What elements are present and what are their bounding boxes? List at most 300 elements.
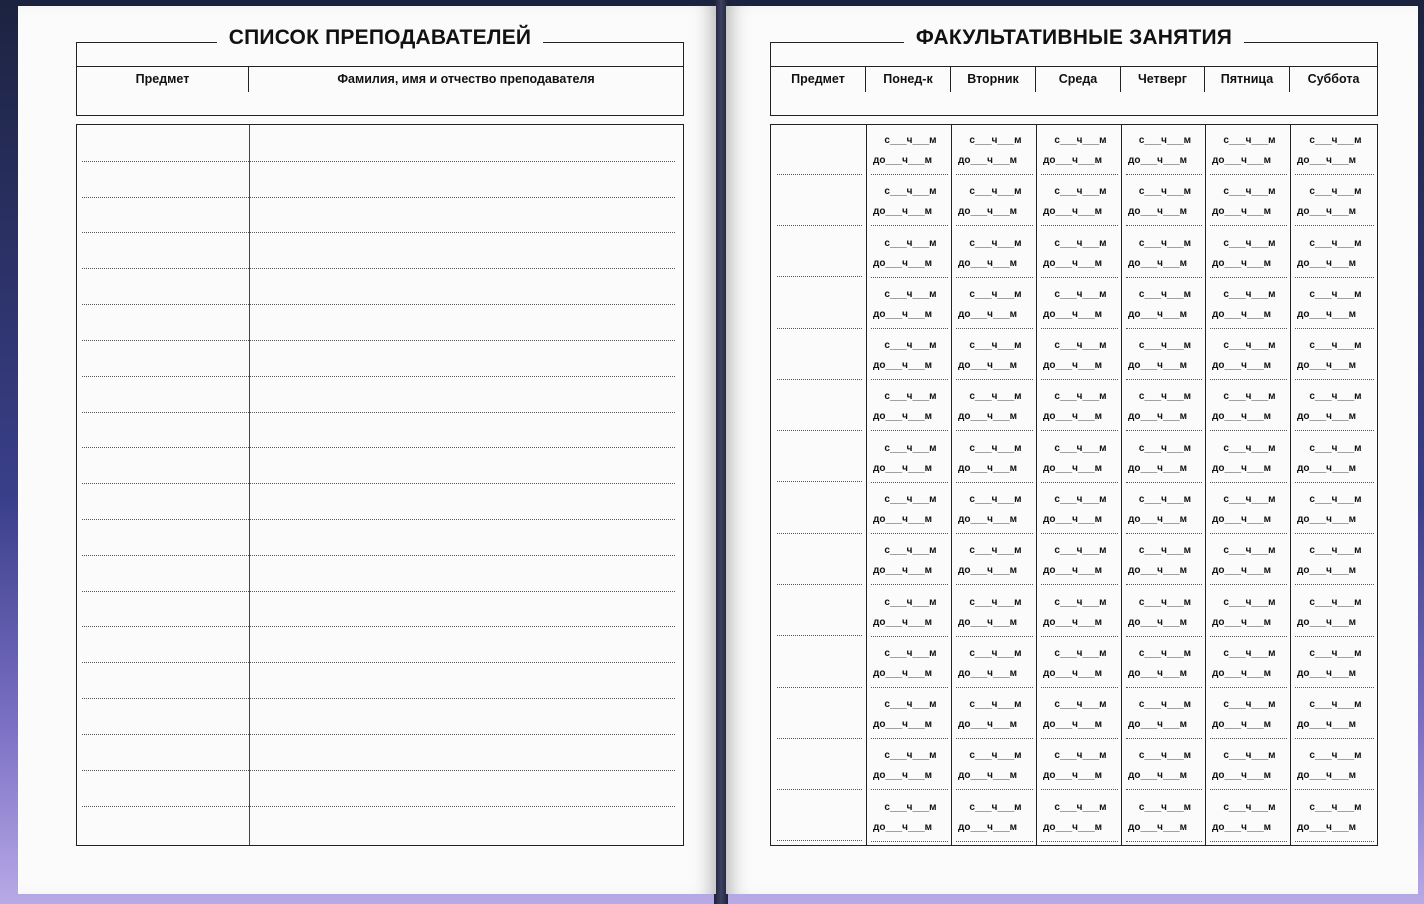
time-from[interactable]: с___ч___м	[1054, 802, 1107, 813]
time-to[interactable]: до___ч___м	[1128, 463, 1188, 474]
writing-line[interactable]	[82, 340, 675, 341]
day-column	[1205, 125, 1291, 845]
time-to[interactable]: до___ч___м	[1128, 258, 1188, 269]
time-to[interactable]: до___ч___м	[1212, 463, 1272, 474]
time-from[interactable]: с___ч___м	[969, 545, 1022, 556]
time-from[interactable]: с___ч___м	[884, 186, 937, 197]
time-slot[interactable]	[1291, 433, 1378, 484]
time-slot[interactable]	[1291, 176, 1378, 227]
time-to[interactable]: до___ч___м	[958, 719, 1018, 730]
time-to[interactable]: до___ч___м	[873, 463, 933, 474]
time-slot[interactable]	[1037, 279, 1122, 330]
time-from[interactable]: с___ч___м	[1223, 135, 1276, 146]
time-to[interactable]: до___ч___м	[1043, 360, 1103, 371]
time-to[interactable]: до___ч___м	[1212, 258, 1272, 269]
time-to[interactable]: до___ч___м	[1297, 360, 1357, 371]
time-from[interactable]: с___ч___м	[1054, 186, 1107, 197]
time-slot[interactable]	[1122, 228, 1206, 279]
time-to[interactable]: до___ч___м	[958, 258, 1018, 269]
time-slot[interactable]	[952, 638, 1037, 689]
time-slot[interactable]	[1037, 176, 1122, 227]
time-from[interactable]: с___ч___м	[1138, 802, 1192, 813]
time-to[interactable]: до___ч___м	[1212, 155, 1272, 166]
writing-line[interactable]	[82, 770, 675, 771]
writing-line[interactable]	[82, 447, 675, 448]
time-from[interactable]: с___ч___м	[969, 391, 1022, 402]
time-to[interactable]: до___ч___м	[958, 668, 1018, 679]
time-from[interactable]: с___ч___м	[1138, 494, 1192, 505]
time-slot[interactable]	[1291, 689, 1378, 740]
time-slot[interactable]	[952, 689, 1037, 740]
time-from[interactable]: с___ч___м	[1138, 238, 1192, 249]
time-from[interactable]: с___ч___м	[1054, 750, 1107, 761]
time-from[interactable]: с___ч___м	[969, 699, 1022, 710]
time-to[interactable]: до___ч___м	[1212, 668, 1272, 679]
time-from[interactable]: с___ч___м	[969, 238, 1022, 249]
time-from[interactable]: с___ч___м	[1138, 186, 1192, 197]
time-slot[interactable]	[1122, 587, 1206, 638]
time-slot[interactable]	[1206, 228, 1291, 279]
time-slot[interactable]	[1122, 740, 1206, 791]
time-slot[interactable]	[1291, 535, 1378, 586]
time-to[interactable]: до___ч___м	[873, 770, 933, 781]
time-slot[interactable]	[1291, 228, 1378, 279]
time-to[interactable]: до___ч___м	[1297, 617, 1357, 628]
writing-line[interactable]	[82, 483, 675, 484]
time-slot[interactable]	[1206, 535, 1291, 586]
time-to[interactable]: до___ч___м	[958, 463, 1018, 474]
time-to[interactable]: до___ч___м	[1297, 411, 1357, 422]
electives-title: ФАКУЛЬТАТИВНЫЕ ЗАНЯТИЯ	[771, 26, 1377, 50]
time-slot[interactable]	[952, 587, 1037, 638]
time-from[interactable]: с___ч___м	[884, 545, 937, 556]
subject-line[interactable]	[777, 584, 862, 585]
time-from[interactable]: с___ч___м	[1138, 545, 1192, 556]
time-to[interactable]: до___ч___м	[1212, 719, 1272, 730]
time-from[interactable]: с___ч___м	[1054, 289, 1107, 300]
time-slot[interactable]	[1291, 740, 1378, 791]
time-slot[interactable]	[867, 638, 952, 689]
time-from[interactable]: с___ч___м	[1054, 135, 1107, 146]
time-from[interactable]: с___ч___м	[1138, 340, 1192, 351]
time-from[interactable]: с___ч___м	[1054, 340, 1107, 351]
time-from[interactable]: с___ч___м	[1309, 443, 1362, 454]
time-slot[interactable]	[867, 792, 952, 843]
time-to[interactable]: до___ч___м	[958, 617, 1018, 628]
time-slot[interactable]	[1206, 587, 1291, 638]
time-to[interactable]: до___ч___м	[1212, 770, 1272, 781]
time-from[interactable]: с___ч___м	[1223, 289, 1276, 300]
time-from[interactable]: с___ч___м	[969, 494, 1022, 505]
time-to[interactable]: до___ч___м	[873, 360, 933, 371]
writing-line[interactable]	[82, 268, 675, 269]
time-from[interactable]: с___ч___м	[1054, 648, 1107, 659]
time-to[interactable]: до___ч___м	[1212, 565, 1272, 576]
time-to[interactable]: до___ч___м	[1212, 411, 1272, 422]
time-slot[interactable]	[1122, 484, 1206, 535]
writing-line[interactable]	[82, 591, 675, 592]
time-slot[interactable]	[1037, 689, 1122, 740]
time-to[interactable]: до___ч___м	[1297, 463, 1357, 474]
time-to[interactable]: до___ч___м	[873, 206, 933, 217]
time-from[interactable]: с___ч___м	[1054, 238, 1107, 249]
time-to[interactable]: до___ч___м	[958, 155, 1018, 166]
time-to[interactable]: до___ч___м	[1297, 565, 1357, 576]
time-slot[interactable]	[1291, 587, 1378, 638]
time-from[interactable]: с___ч___м	[1309, 186, 1362, 197]
time-to[interactable]: до___ч___м	[1043, 206, 1103, 217]
time-slot[interactable]	[1037, 330, 1122, 381]
time-to[interactable]: до___ч___м	[873, 309, 933, 320]
time-from[interactable]: с___ч___м	[969, 443, 1022, 454]
time-slot[interactable]	[1291, 638, 1378, 689]
time-slot[interactable]	[1122, 176, 1206, 227]
time-to[interactable]: до___ч___м	[958, 822, 1018, 833]
time-from[interactable]: с___ч___м	[1309, 750, 1362, 761]
time-to[interactable]: до___ч___м	[1043, 514, 1103, 525]
time-from[interactable]: с___ч___м	[1054, 443, 1107, 454]
time-from[interactable]: с___ч___м	[1309, 699, 1362, 710]
time-from[interactable]: с___ч___м	[1223, 494, 1276, 505]
day-column	[1121, 125, 1206, 845]
time-to[interactable]: до___ч___м	[1212, 822, 1272, 833]
time-to[interactable]: до___ч___м	[1128, 514, 1188, 525]
time-slot[interactable]	[952, 433, 1037, 484]
time-slot[interactable]	[1037, 228, 1122, 279]
time-to[interactable]: до___ч___м	[958, 770, 1018, 781]
time-from[interactable]: с___ч___м	[884, 391, 937, 402]
time-from[interactable]: с___ч___м	[969, 648, 1022, 659]
time-to[interactable]: до___ч___м	[1043, 770, 1103, 781]
writing-line[interactable]	[82, 161, 675, 162]
time-to[interactable]: до___ч___м	[1043, 668, 1103, 679]
time-slot[interactable]	[952, 792, 1037, 843]
time-to[interactable]: до___ч___м	[958, 360, 1018, 371]
time-from[interactable]: с___ч___м	[1138, 391, 1192, 402]
time-slot[interactable]	[867, 279, 952, 330]
subject-line[interactable]	[777, 635, 862, 636]
writing-line[interactable]	[82, 806, 675, 807]
time-slot[interactable]	[867, 228, 952, 279]
time-from[interactable]: с___ч___м	[884, 238, 937, 249]
writing-line[interactable]	[82, 376, 675, 377]
time-from[interactable]: с___ч___м	[1138, 750, 1192, 761]
time-slot[interactable]	[952, 228, 1037, 279]
time-from[interactable]: с___ч___м	[1309, 648, 1362, 659]
time-slot[interactable]	[1037, 740, 1122, 791]
time-to[interactable]: до___ч___м	[1212, 514, 1272, 525]
time-to[interactable]: до___ч___м	[873, 822, 933, 833]
subject-line[interactable]	[777, 789, 862, 790]
time-slot[interactable]	[952, 176, 1037, 227]
time-from[interactable]: с___ч___м	[969, 802, 1022, 813]
time-to[interactable]: до___ч___м	[1297, 258, 1357, 269]
writing-line[interactable]	[82, 734, 675, 735]
time-to[interactable]: до___ч___м	[958, 514, 1018, 525]
time-from[interactable]: с___ч___м	[884, 443, 937, 454]
time-to[interactable]: до___ч___м	[1043, 258, 1103, 269]
time-from[interactable]: с___ч___м	[1138, 699, 1192, 710]
time-slot[interactable]	[1291, 381, 1378, 432]
time-from[interactable]: с___ч___м	[1054, 391, 1107, 402]
left-page	[18, 6, 716, 894]
time-from[interactable]: с___ч___м	[884, 750, 937, 761]
time-slot[interactable]	[1291, 484, 1378, 535]
time-slot[interactable]	[1206, 638, 1291, 689]
time-to[interactable]: до___ч___м	[873, 565, 933, 576]
time-to[interactable]: до___ч___м	[873, 719, 933, 730]
subject-line[interactable]	[777, 328, 862, 329]
subject-line[interactable]	[777, 481, 862, 482]
time-slot[interactable]	[1206, 330, 1291, 381]
time-slot[interactable]	[952, 484, 1037, 535]
time-from[interactable]: с___ч___м	[1223, 443, 1276, 454]
time-to[interactable]: до___ч___м	[1128, 719, 1188, 730]
time-from[interactable]: с___ч___м	[884, 289, 937, 300]
time-slot[interactable]	[1037, 792, 1122, 843]
time-from[interactable]: с___ч___м	[1138, 648, 1192, 659]
time-from[interactable]: с___ч___м	[884, 597, 937, 608]
time-slot[interactable]	[1206, 125, 1291, 176]
time-to[interactable]: до___ч___м	[1212, 309, 1272, 320]
time-from[interactable]: с___ч___м	[969, 340, 1022, 351]
time-from[interactable]: с___ч___м	[1223, 750, 1276, 761]
time-to[interactable]: до___ч___м	[1212, 206, 1272, 217]
subject-line[interactable]	[777, 379, 862, 380]
time-slot[interactable]	[952, 330, 1037, 381]
writing-line[interactable]	[82, 232, 675, 233]
time-slot[interactable]	[867, 330, 952, 381]
time-slot[interactable]	[867, 176, 952, 227]
time-to[interactable]: до___ч___м	[958, 309, 1018, 320]
time-from[interactable]: с___ч___м	[1309, 494, 1362, 505]
subject-line[interactable]	[777, 738, 862, 739]
time-slot[interactable]	[1037, 433, 1122, 484]
time-slot[interactable]	[1291, 125, 1378, 176]
time-slot[interactable]	[1122, 638, 1206, 689]
time-slot[interactable]	[1122, 381, 1206, 432]
time-slot[interactable]	[952, 740, 1037, 791]
time-to[interactable]: до___ч___м	[873, 258, 933, 269]
time-slot[interactable]	[1122, 330, 1206, 381]
time-to[interactable]: до___ч___м	[1128, 155, 1188, 166]
time-to[interactable]: до___ч___м	[873, 617, 933, 628]
time-to[interactable]: до___ч___м	[1297, 822, 1357, 833]
time-slot[interactable]	[1291, 330, 1378, 381]
time-to[interactable]: до___ч___м	[1297, 770, 1357, 781]
writing-line[interactable]	[82, 197, 675, 198]
time-from[interactable]: с___ч___м	[1309, 597, 1362, 608]
time-to[interactable]: до___ч___м	[958, 411, 1018, 422]
time-slot[interactable]	[1206, 279, 1291, 330]
header-teacher-name: Фамилия, имя и отчество преподавателя	[337, 72, 595, 86]
time-slot[interactable]	[867, 689, 952, 740]
time-from[interactable]: с___ч___м	[1054, 597, 1107, 608]
time-from[interactable]: с___ч___м	[1138, 289, 1192, 300]
time-slot[interactable]	[1037, 587, 1122, 638]
header-day-4: Четверг	[1121, 66, 1205, 92]
time-slot[interactable]	[1037, 535, 1122, 586]
time-to[interactable]: до___ч___м	[1128, 770, 1188, 781]
time-from[interactable]: с___ч___м	[1309, 238, 1362, 249]
day-column	[951, 125, 1037, 845]
time-from[interactable]: с___ч___м	[1309, 545, 1362, 556]
electives-table	[770, 124, 1378, 846]
time-from[interactable]: с___ч___м	[1223, 699, 1276, 710]
time-slot[interactable]	[867, 535, 952, 586]
time-from[interactable]: с___ч___м	[969, 750, 1022, 761]
time-slot[interactable]	[1037, 638, 1122, 689]
time-slot[interactable]	[1206, 484, 1291, 535]
time-from[interactable]: с___ч___м	[1223, 648, 1276, 659]
time-to[interactable]: до___ч___м	[1128, 206, 1188, 217]
time-from[interactable]: с___ч___м	[1223, 186, 1276, 197]
header-day-2: Вторник	[951, 66, 1036, 92]
time-from[interactable]: с___ч___м	[1138, 443, 1192, 454]
time-from[interactable]: с___ч___м	[884, 802, 937, 813]
time-from[interactable]: с___ч___м	[1223, 802, 1276, 813]
subject-line[interactable]	[777, 687, 862, 688]
time-from[interactable]: с___ч___м	[969, 135, 1022, 146]
time-to[interactable]: до___ч___м	[1297, 514, 1357, 525]
subject-line[interactable]	[777, 840, 862, 841]
time-from[interactable]: с___ч___м	[1223, 545, 1276, 556]
time-from[interactable]: с___ч___м	[969, 186, 1022, 197]
subject-line[interactable]	[777, 225, 862, 226]
time-to[interactable]: до___ч___м	[1128, 668, 1188, 679]
time-from[interactable]: с___ч___м	[1054, 494, 1107, 505]
time-to[interactable]: до___ч___м	[1128, 309, 1188, 320]
time-slot[interactable]	[1206, 792, 1291, 843]
time-slot[interactable]	[867, 484, 952, 535]
teachers-table	[76, 124, 684, 846]
time-to[interactable]: до___ч___м	[1043, 565, 1103, 576]
day-column	[866, 125, 952, 845]
time-slot[interactable]	[1122, 535, 1206, 586]
subject-line[interactable]	[777, 430, 862, 431]
time-slot[interactable]	[867, 125, 952, 176]
time-to[interactable]: до___ч___м	[1043, 155, 1103, 166]
time-to[interactable]: до___ч___м	[873, 514, 933, 525]
time-to[interactable]: до___ч___м	[873, 155, 933, 166]
time-slot[interactable]	[1206, 176, 1291, 227]
time-from[interactable]: с___ч___м	[1223, 391, 1276, 402]
time-slot[interactable]	[1122, 125, 1206, 176]
time-from[interactable]: с___ч___м	[1309, 135, 1362, 146]
writing-line[interactable]	[82, 555, 675, 556]
time-to[interactable]: до___ч___м	[958, 565, 1018, 576]
time-to[interactable]: до___ч___м	[1043, 617, 1103, 628]
time-slot[interactable]	[867, 433, 952, 484]
time-slot[interactable]	[1037, 484, 1122, 535]
time-slot[interactable]	[1291, 279, 1378, 330]
time-to[interactable]: до___ч___м	[1212, 617, 1272, 628]
time-to[interactable]: до___ч___м	[1043, 463, 1103, 474]
time-slot[interactable]	[867, 587, 952, 638]
time-from[interactable]: с___ч___м	[884, 135, 937, 146]
header-day-1: Понед-к	[866, 66, 951, 92]
time-from[interactable]: с___ч___м	[1138, 597, 1192, 608]
time-slot[interactable]	[1206, 740, 1291, 791]
right-page	[726, 6, 1418, 894]
time-slot[interactable]	[952, 279, 1037, 330]
time-to[interactable]: до___ч___м	[1128, 411, 1188, 422]
header-day-6: Суббота	[1307, 72, 1360, 86]
time-from[interactable]: с___ч___м	[1309, 340, 1362, 351]
time-from[interactable]: с___ч___м	[1309, 391, 1362, 402]
time-slot[interactable]	[867, 740, 952, 791]
time-slot[interactable]	[1037, 125, 1122, 176]
time-from[interactable]: с___ч___м	[884, 494, 937, 505]
time-to[interactable]: до___ч___м	[1212, 360, 1272, 371]
time-to[interactable]: до___ч___м	[873, 411, 933, 422]
time-to[interactable]: до___ч___м	[1128, 617, 1188, 628]
time-to[interactable]: до___ч___м	[958, 206, 1018, 217]
time-to[interactable]: до___ч___м	[1043, 309, 1103, 320]
writing-line[interactable]	[82, 698, 675, 699]
time-from[interactable]: с___ч___м	[1054, 545, 1107, 556]
subject-line[interactable]	[777, 276, 862, 277]
time-to[interactable]: до___ч___м	[1297, 719, 1357, 730]
time-slot[interactable]	[1037, 381, 1122, 432]
time-slot[interactable]	[952, 381, 1037, 432]
time-from[interactable]: с___ч___м	[1309, 802, 1362, 813]
writing-line[interactable]	[82, 662, 675, 663]
time-from[interactable]: с___ч___м	[1223, 340, 1276, 351]
time-slot[interactable]	[1206, 433, 1291, 484]
time-slot[interactable]	[1122, 792, 1206, 843]
writing-line[interactable]	[82, 412, 675, 413]
time-from[interactable]: с___ч___м	[1223, 597, 1276, 608]
time-slot[interactable]	[1291, 792, 1378, 843]
time-from[interactable]: с___ч___м	[1054, 699, 1107, 710]
writing-line[interactable]	[82, 304, 675, 305]
time-slot[interactable]	[1122, 279, 1206, 330]
time-from[interactable]: с___ч___м	[969, 597, 1022, 608]
time-slot[interactable]	[867, 381, 952, 432]
time-from[interactable]: с___ч___м	[1309, 289, 1362, 300]
writing-line[interactable]	[82, 626, 675, 627]
time-from[interactable]: с___ч___м	[969, 289, 1022, 300]
time-to[interactable]: до___ч___м	[1043, 822, 1103, 833]
time-to[interactable]: до___ч___м	[1128, 360, 1188, 371]
time-from[interactable]: с___ч___м	[884, 340, 937, 351]
time-from[interactable]: с___ч___м	[884, 699, 937, 710]
time-to[interactable]: до___ч___м	[1043, 411, 1103, 422]
time-slot[interactable]	[1122, 433, 1206, 484]
subject-line[interactable]	[777, 174, 862, 175]
time-to[interactable]: до___ч___м	[1297, 206, 1357, 217]
time-to[interactable]: до___ч___м	[1297, 309, 1357, 320]
time-from[interactable]: с___ч___м	[1138, 135, 1192, 146]
time-slot[interactable]	[952, 125, 1037, 176]
time-to[interactable]: до___ч___м	[1128, 822, 1188, 833]
header-subject: Предмет	[771, 66, 866, 92]
time-from[interactable]: с___ч___м	[884, 648, 937, 659]
time-to[interactable]: до___ч___м	[1297, 668, 1357, 679]
time-from[interactable]: с___ч___м	[1223, 238, 1276, 249]
time-to[interactable]: до___ч___м	[1043, 719, 1103, 730]
time-to[interactable]: до___ч___м	[873, 668, 933, 679]
time-slot[interactable]	[1206, 689, 1291, 740]
subject-line[interactable]	[777, 533, 862, 534]
time-to[interactable]: до___ч___м	[1297, 155, 1357, 166]
time-to[interactable]: до___ч___м	[1128, 565, 1188, 576]
time-slot[interactable]	[952, 535, 1037, 586]
writing-line[interactable]	[82, 519, 675, 520]
time-slot[interactable]	[1206, 381, 1291, 432]
time-slot[interactable]	[1122, 689, 1206, 740]
